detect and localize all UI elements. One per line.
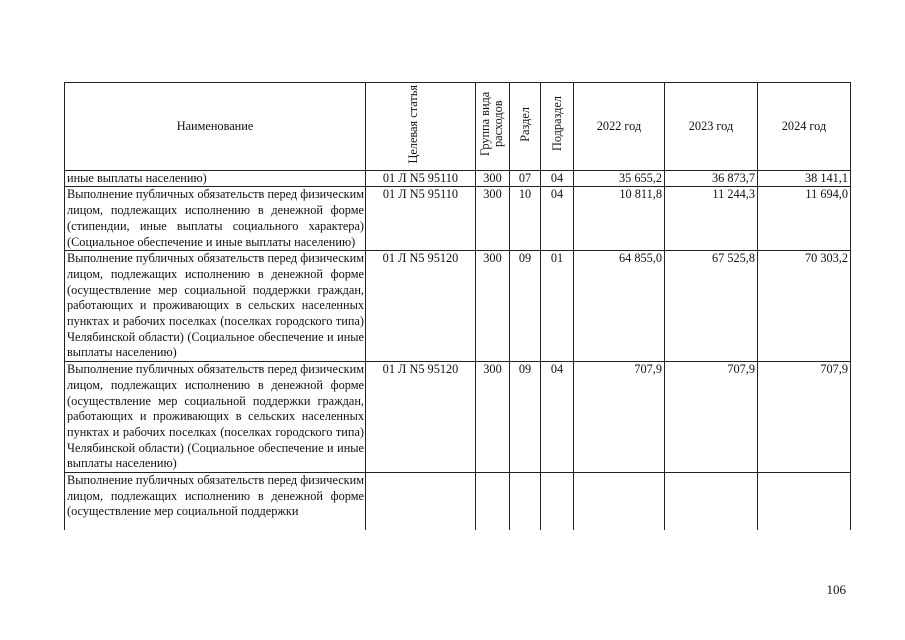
header-target-article: [366, 83, 476, 171]
row-value-2022: 10 811,8: [574, 187, 665, 251]
header-section-label: Раздел: [517, 106, 532, 142]
page-number: 106: [826, 582, 846, 597]
row-value-2023: 67 525,8: [665, 251, 758, 362]
row-section: 09: [510, 251, 541, 362]
row-value-2022: 64 855,0: [574, 251, 665, 362]
header-target-article-label: Целевая статья: [405, 84, 420, 164]
row-section: 10: [510, 187, 541, 251]
row-value-2024: [758, 473, 851, 531]
row-name: Выполнение публичных обязательств перед физическим лицом, подлежащих исполнению в денежной форме (стипендии, иные выплаты социального характера) (Социальное обеспечение и иные выплаты населению): [65, 187, 366, 251]
row-name: Выполнение публичных обязательств перед физическим лицом, подлежащих исполнению в денежной форме (осуществление мер социальной поддержки граждан, работающих и проживающих в сельских населенных пунктах и рабочих поселках (поселках городского типа) Челябинской области) (Социальное обеспечение и иные выплаты населению): [65, 251, 366, 362]
row-expense-group: 300: [476, 362, 510, 473]
row-value-2023: 707,9: [665, 362, 758, 473]
table-row: [65, 170, 851, 187]
row-value-2022: 35 655,2: [574, 170, 665, 187]
row-expense-group: 300: [476, 251, 510, 362]
header-year-2022: 2022 год: [574, 83, 665, 171]
row-value-2023: 36 873,7: [665, 170, 758, 187]
row-name: иные выплаты населению): [65, 170, 366, 187]
header-expense-group-label: Группа вида расходов: [477, 91, 505, 157]
row-value-2024: 38 141,1: [758, 170, 851, 187]
row-subsection: [541, 473, 574, 531]
row-value-2023: 11 244,3: [665, 187, 758, 251]
row-section: 07: [510, 170, 541, 187]
header-subsection: [541, 83, 574, 171]
row-value-2023: [665, 473, 758, 531]
table-row: [65, 362, 851, 473]
table-row: [65, 251, 851, 362]
header-name: Наименование: [65, 83, 366, 171]
row-subsection: 04: [541, 170, 574, 187]
header-year-2023: 2023 год: [665, 83, 758, 171]
row-target-article: 01 Л N5 95110: [366, 187, 476, 251]
row-expense-group: [476, 473, 510, 531]
row-name: Выполнение публичных обязательств перед физическим лицом, подлежащих исполнению в денежной форме (осуществление мер социальной поддержки граждан, работающих и проживающих в сельских населенных пунктах и рабочих поселках (поселках городского типа) Челябинской области) (Социальное обеспечение и иные выплаты населению): [65, 362, 366, 473]
header-expense-group: [476, 83, 510, 171]
row-value-2024: 11 694,0: [758, 187, 851, 251]
row-subsection: 01: [541, 251, 574, 362]
row-subsection: 04: [541, 362, 574, 473]
row-subsection: 04: [541, 187, 574, 251]
row-value-2024: 707,9: [758, 362, 851, 473]
header-section: [510, 83, 541, 171]
table-row: [65, 187, 851, 251]
row-expense-group: 300: [476, 187, 510, 251]
row-value-2024: 70 303,2: [758, 251, 851, 362]
table-row: [65, 473, 851, 531]
row-section: [510, 473, 541, 531]
budget-table: [64, 82, 851, 530]
header-subsection-label: Подраздел: [549, 96, 564, 152]
row-value-2022: 707,9: [574, 362, 665, 473]
row-expense-group: 300: [476, 170, 510, 187]
header-year-2024: 2024 год: [758, 83, 851, 171]
row-section: 09: [510, 362, 541, 473]
row-target-article: 01 Л N5 95120: [366, 251, 476, 362]
header-row: [65, 83, 851, 171]
row-target-article: 01 Л N5 95120: [366, 362, 476, 473]
row-target-article: 01 Л N5 95110: [366, 170, 476, 187]
row-value-2022: [574, 473, 665, 531]
row-name: Выполнение публичных обязательств перед физическим лицом, подлежащих исполнению в денежной форме (осуществление мер социальной поддержки: [65, 473, 366, 531]
row-target-article: [366, 473, 476, 531]
